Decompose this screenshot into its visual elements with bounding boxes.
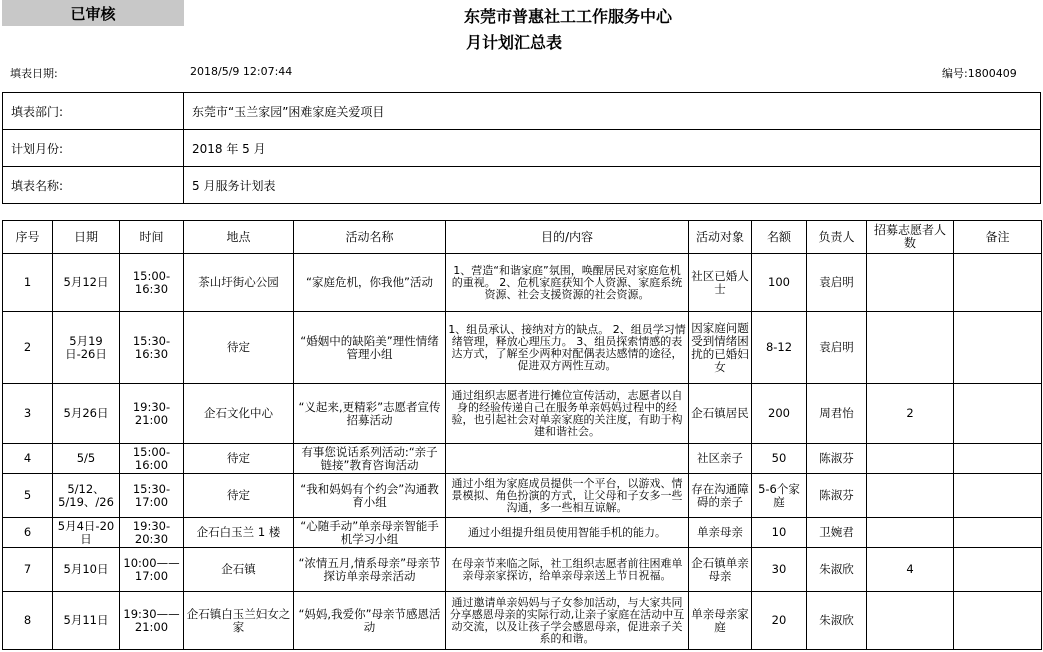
fill-date-value: 2018/5/9 12:07:44 — [190, 65, 293, 78]
cell-quota: 200 — [752, 384, 807, 444]
cell-note — [954, 444, 1042, 474]
cell-activity: “义起来,更精彩”志愿者宣传招募活动 — [294, 384, 446, 444]
cell-volunteers — [867, 474, 954, 518]
cell-volunteers — [867, 254, 954, 312]
col-header-note: 备注 — [954, 221, 1042, 254]
cell-leader: 陈淑芬 — [807, 444, 867, 474]
cell-no: 2 — [3, 312, 53, 384]
cell-no: 7 — [3, 548, 53, 592]
cell-target: 社区亲子 — [689, 444, 752, 474]
col-header-goal: 目的/内容 — [446, 221, 689, 254]
cell-place: 企石镇白玉兰妇女之家 — [184, 592, 294, 650]
col-header-activity: 活动名称 — [294, 221, 446, 254]
fill-date-label: 填表日期: — [10, 67, 58, 80]
cell-activity: “家庭危机，你我他”活动 — [294, 254, 446, 312]
doc-title: 月计划汇总表 — [466, 33, 563, 52]
cell-quota: 30 — [752, 548, 807, 592]
cell-leader: 陈淑芬 — [807, 474, 867, 518]
form-name-value: 5 月服务计划表 — [184, 167, 1041, 204]
table-row — [3, 474, 1042, 518]
cell-quota: 100 — [752, 254, 807, 312]
cell-date: 5月12日 — [53, 254, 120, 312]
cell-quota: 20 — [752, 592, 807, 650]
cell-date: 5月26日 — [53, 384, 120, 444]
cell-volunteers — [867, 312, 954, 384]
cell-note — [954, 254, 1042, 312]
table-row — [3, 444, 1042, 474]
form-name-label: 填表名称: — [3, 167, 184, 204]
cell-date: 5月19日-26日 — [53, 312, 120, 384]
cell-target: 单亲母亲 — [689, 518, 752, 548]
serial-value: 1800409 — [967, 67, 1017, 80]
col-header-date: 日期 — [53, 221, 120, 254]
cell-quota: 5-6个家庭 — [752, 474, 807, 518]
cell-volunteers — [867, 518, 954, 548]
cell-no: 4 — [3, 444, 53, 474]
cell-place: 待定 — [184, 474, 294, 518]
cell-leader: 朱淑欣 — [807, 548, 867, 592]
cell-time: 10:00——17:00 — [120, 548, 184, 592]
cell-goal: 通过小组为家庭成员提供一个平台，以游戏、情景模拟、角色扮演的方式，让父母和子女多一些沟通，多一些相互谅解。 — [446, 474, 689, 518]
cell-volunteers — [867, 592, 954, 650]
cell-leader: 袁启明 — [807, 312, 867, 384]
cell-note — [954, 518, 1042, 548]
department-value: 东莞市“玉兰家园”困难家庭关爱项目 — [184, 93, 1041, 130]
cell-target: 存在沟通障碍的亲子 — [689, 474, 752, 518]
cell-activity: “浓情五月,情系母亲”母亲节探访单亲母亲活动 — [294, 548, 446, 592]
cell-note — [954, 384, 1042, 444]
cell-time: 19:30-20:30 — [120, 518, 184, 548]
table-row — [3, 312, 1042, 384]
cell-no: 3 — [3, 384, 53, 444]
table-row — [3, 254, 1042, 312]
cell-goal: 通过邀请单亲妈妈与子女参加活动，与大家共同分享感恩母亲的实际行动,让亲子家庭在活动中互动交流，以及让孩子学会感恩母亲，促进亲子关系的和谐。 — [446, 592, 689, 650]
department-label: 填表部门: — [3, 93, 184, 130]
cell-goal: 在母亲节来临之际，社工组织志愿者前往困难单亲母亲家探访，给单亲母亲送上节日祝福。 — [446, 548, 689, 592]
cell-quota: 50 — [752, 444, 807, 474]
plan-table — [2, 220, 1042, 650]
cell-time: 15:30-17:00 — [120, 474, 184, 518]
col-header-target: 活动对象 — [689, 221, 752, 254]
cell-note — [954, 474, 1042, 518]
table-row — [3, 518, 1042, 548]
col-header-quota: 名额 — [752, 221, 807, 254]
serial-label: 编号: — [942, 67, 968, 80]
header-row — [3, 221, 1042, 254]
table-row — [3, 384, 1042, 444]
cell-activity: 有事您说话系列活动:“亲子链接”教育咨询活动 — [294, 444, 446, 474]
cell-time: 19:30-21:00 — [120, 384, 184, 444]
cell-leader: 卫婉君 — [807, 518, 867, 548]
cell-no: 1 — [3, 254, 53, 312]
cell-time: 19:30——21:00 — [120, 592, 184, 650]
cell-target: 因家庭问题受到情绪困扰的已婚妇女 — [689, 312, 752, 384]
cell-note — [954, 312, 1042, 384]
cell-date: 5月11日 — [53, 592, 120, 650]
cell-volunteers: 2 — [867, 384, 954, 444]
col-header-volunteers: 招募志愿者人数 — [867, 221, 954, 254]
cell-activity: “婚姻中的缺陷美”理性情绪管理小组 — [294, 312, 446, 384]
cell-quota: 8-12 — [752, 312, 807, 384]
cell-place: 企石镇 — [184, 548, 294, 592]
cell-note — [954, 592, 1042, 650]
info-row-form-name — [3, 167, 1041, 204]
cell-place: 待定 — [184, 444, 294, 474]
month-label: 计划月份: — [3, 130, 184, 167]
cell-time: 15:00-16:00 — [120, 444, 184, 474]
cell-goal — [446, 444, 689, 474]
cell-leader: 袁启明 — [807, 254, 867, 312]
cell-note — [954, 548, 1042, 592]
org-name: 东莞市普惠社工工作服务中心 — [464, 7, 673, 26]
cell-activity: “妈妈,我爱你”母亲节感恩活动 — [294, 592, 446, 650]
cell-target: 单亲母亲家庭 — [689, 592, 752, 650]
cell-leader: 周君怡 — [807, 384, 867, 444]
cell-date: 5月10日 — [53, 548, 120, 592]
cell-target: 企石镇居民 — [689, 384, 752, 444]
cell-quota: 10 — [752, 518, 807, 548]
info-table — [2, 92, 1041, 204]
cell-target: 社区已婚人士 — [689, 254, 752, 312]
serial-number — [942, 65, 1017, 81]
cell-volunteers — [867, 444, 954, 474]
cell-place: 待定 — [184, 312, 294, 384]
cell-volunteers: 4 — [867, 548, 954, 592]
cell-place: 企石文化中心 — [184, 384, 294, 444]
status-badge: 已审核 — [2, 0, 184, 26]
cell-no: 8 — [3, 592, 53, 650]
cell-goal: 1、组员承认、接纳对方的缺点。 2、组员学习情绪管理，释放心理压力。 3、组员探索情感的表达方式，了解至少两种对配偶表达感情的途径，促进双方两性互动。 — [446, 312, 689, 384]
cell-activity: “心随手动”单亲母亲智能手机学习小组 — [294, 518, 446, 548]
table-row — [3, 592, 1042, 650]
month-value: 2018 年 5 月 — [184, 130, 1041, 167]
cell-no: 6 — [3, 518, 53, 548]
cell-goal: 通过组织志愿者进行摊位宣传活动，志愿者以自身的经验传递自己在服务单亲妈妈过程中的经验，也引起社会对单亲家庭的关注度，有助于构建和谐社会。 — [446, 384, 689, 444]
cell-no: 5 — [3, 474, 53, 518]
col-header-no: 序号 — [3, 221, 53, 254]
cell-place: 茶山圩街心公园 — [184, 254, 294, 312]
cell-place: 企石白玉兰 1 楼 — [184, 518, 294, 548]
info-row-month — [3, 130, 1041, 167]
table-row — [3, 548, 1042, 592]
cell-target: 企石镇单亲母亲 — [689, 548, 752, 592]
cell-date: 5月4日-20日 — [53, 518, 120, 548]
cell-goal: 1、营造“和谐家庭”氛围，唤醒居民对家庭危机的重视。 2、危机家庭获知个人资源、家庭系统资源、社会支援资源的社会资源。 — [446, 254, 689, 312]
col-header-time: 时间 — [120, 221, 184, 254]
cell-leader: 朱淑欣 — [807, 592, 867, 650]
cell-time: 15:00-16:30 — [120, 254, 184, 312]
cell-date: 5/5 — [53, 444, 120, 474]
cell-activity: “我和妈妈有个约会”沟通教育小组 — [294, 474, 446, 518]
col-header-place: 地点 — [184, 221, 294, 254]
cell-time: 15:30-16:30 — [120, 312, 184, 384]
cell-goal: 通过小组提升组员使用智能手机的能力。 — [446, 518, 689, 548]
cell-date: 5/12、5/19、/26 — [53, 474, 120, 518]
info-row-department — [3, 93, 1041, 130]
col-header-leader: 负责人 — [807, 221, 867, 254]
